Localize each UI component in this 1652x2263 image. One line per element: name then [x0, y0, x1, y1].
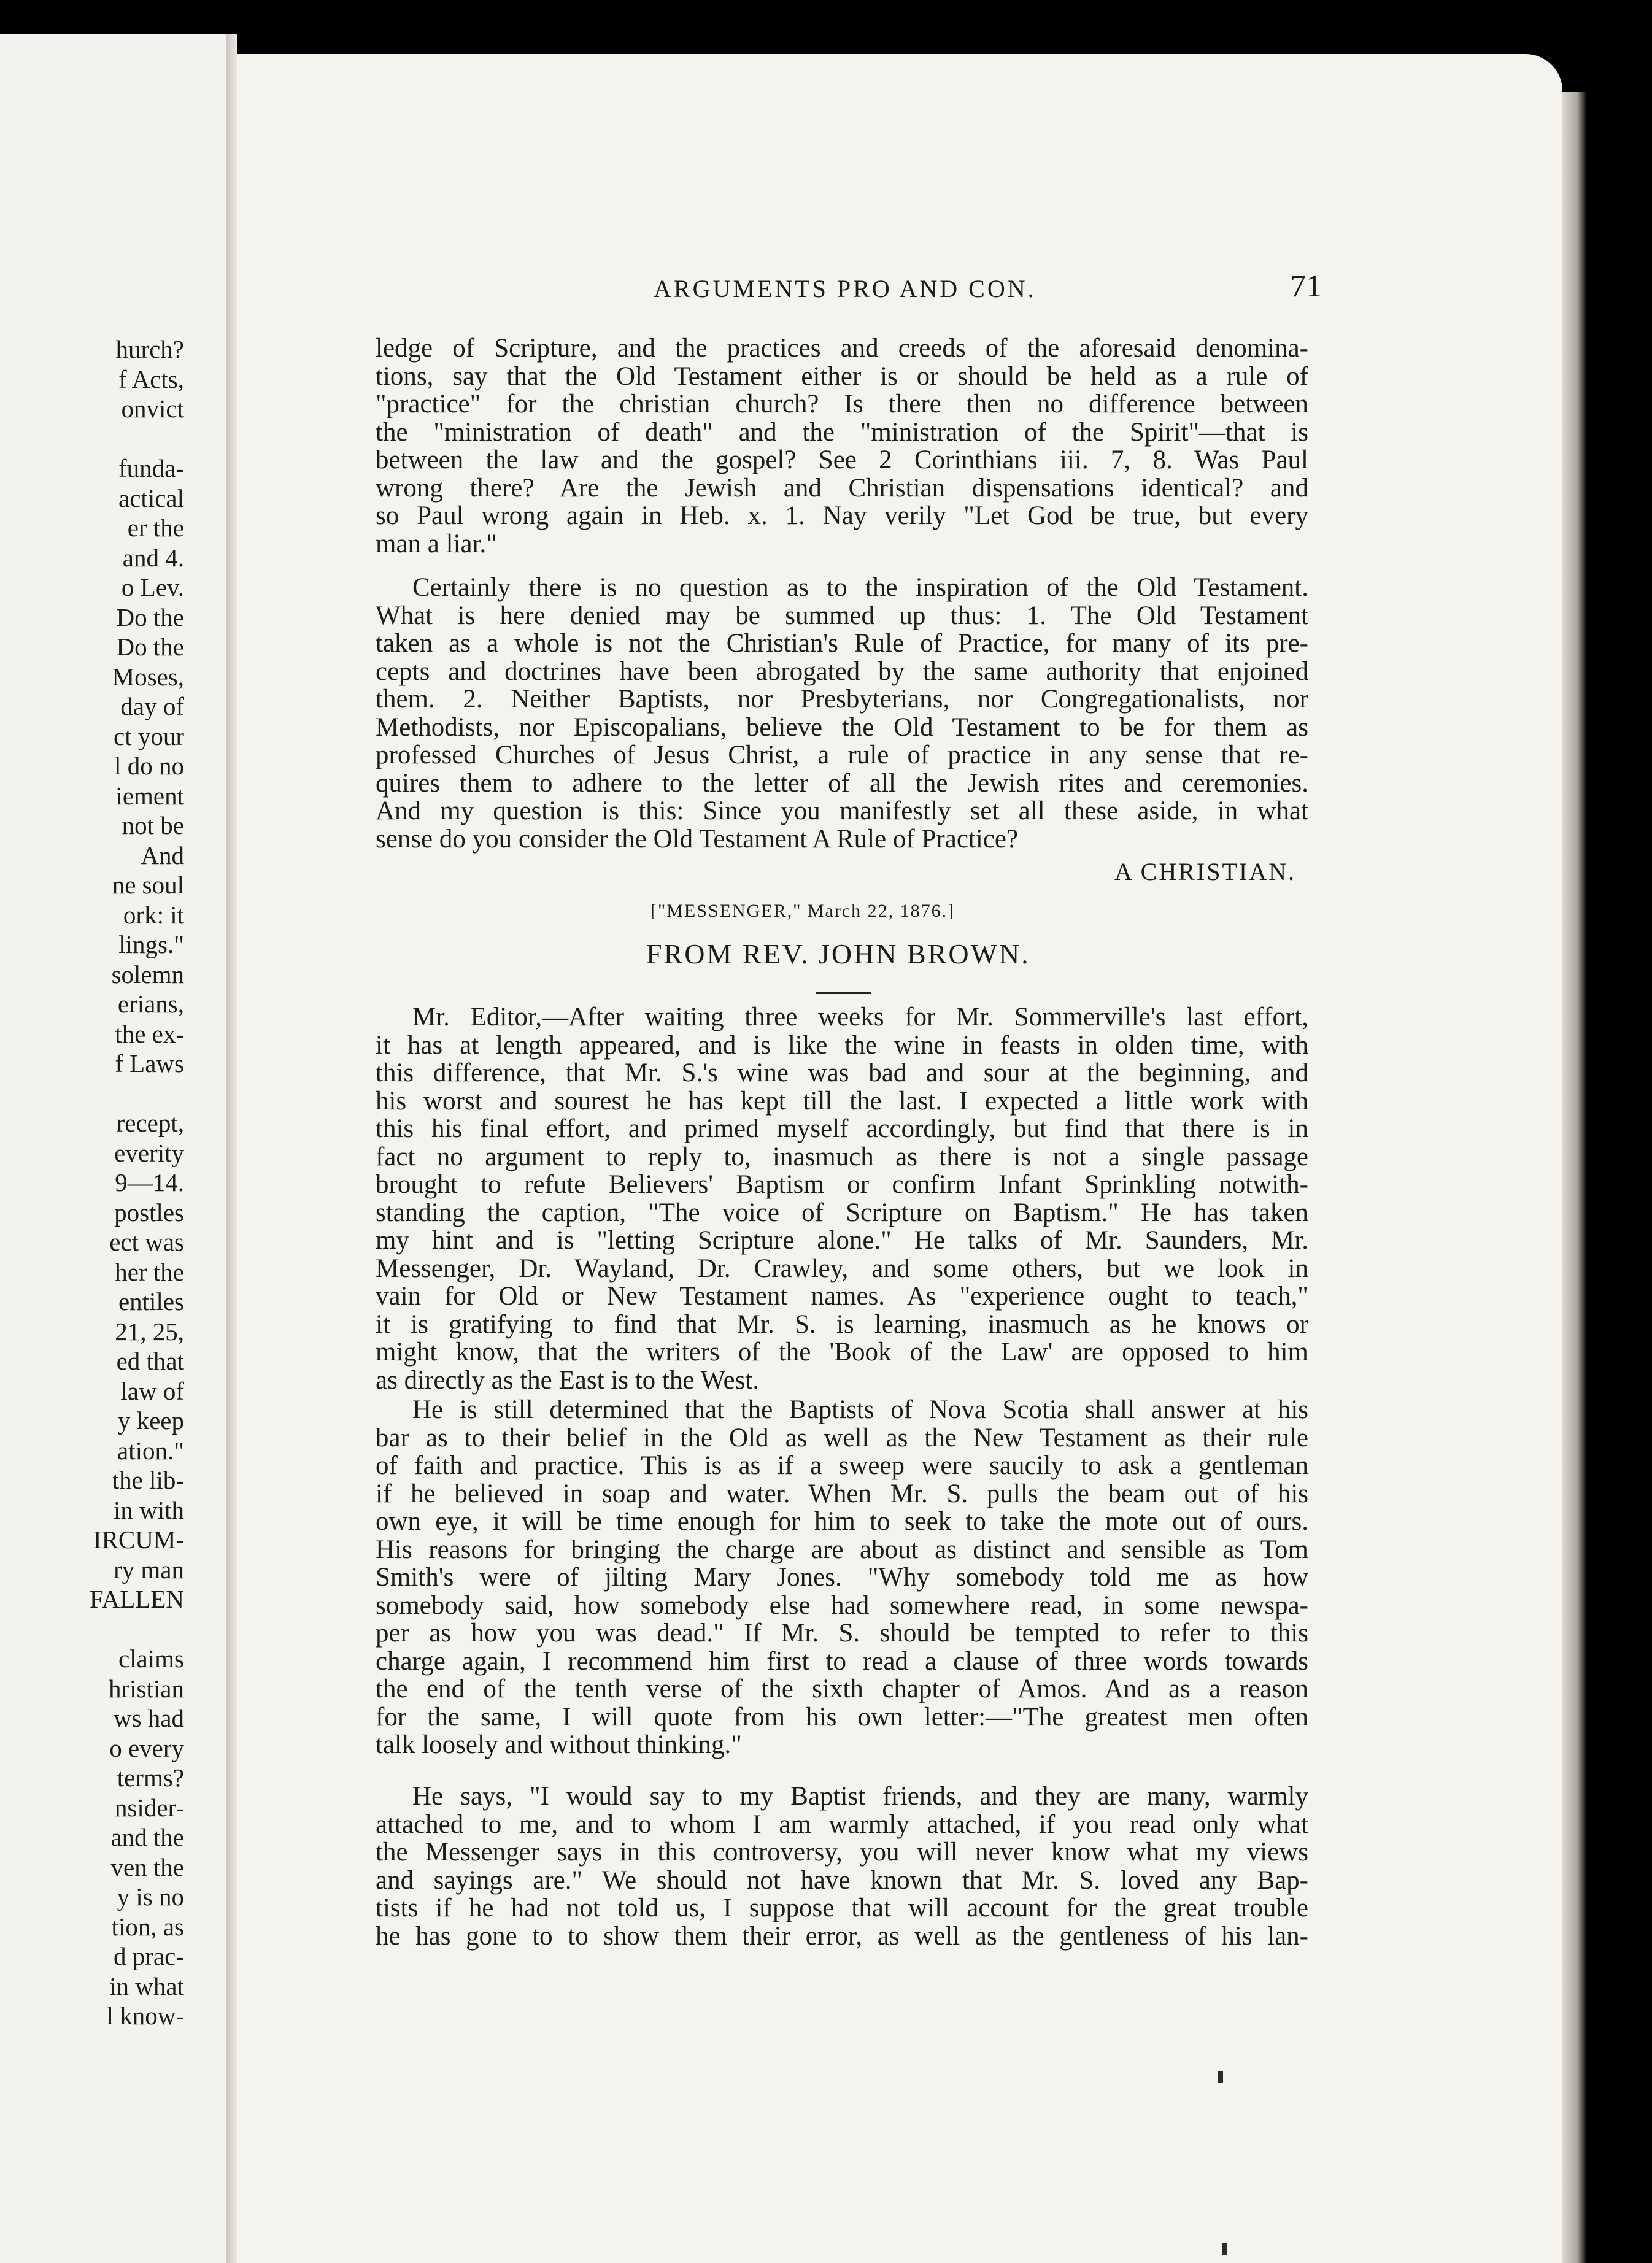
book-gutter	[226, 34, 237, 2263]
text-line: if he believed in soap and water. When Mr. S. pulls the beam out of his	[376, 1479, 1308, 1508]
text-line: bar as to their belief in the Old as well as the New Testament as their rule	[376, 1423, 1308, 1452]
left-fragment-line: Do the	[116, 633, 184, 661]
left-fragment-line: and 4.	[122, 543, 184, 572]
left-fragment-line: law of	[120, 1376, 184, 1405]
text-line: Methodists, nor Episcopalians, believe the Old Testament to be for them as	[376, 712, 1308, 742]
left-fragment-line: terms?	[117, 1764, 184, 1792]
left-fragment-line: hurch?	[115, 335, 184, 363]
left-fragment-line: f Laws	[115, 1049, 184, 1078]
text-line: them. 2. Neither Baptists, nor Presbyterians, nor Congregationalists, nor	[376, 685, 1308, 714]
left-fragment-line: o every	[109, 1733, 184, 1762]
left-fragment-line: FALLEN	[89, 1585, 184, 1613]
left-fragment-line: everity	[114, 1138, 184, 1167]
text-line: man a liar."	[376, 529, 497, 558]
text-line: brought to refute Believers' Baptism or confirm Infant Sprinkling notwith-	[376, 1170, 1308, 1199]
text-line: my hint and is "letting Scripture alone." He talks of Mr. Saunders, Mr.	[376, 1226, 1308, 1255]
text-line: his worst and sourest he has kept till the last. I expected a little work with	[376, 1086, 1308, 1116]
text-line: fact no argument to reply to, inasmuch as there is not a single passage	[376, 1142, 1308, 1171]
left-fragment-line: solemn	[111, 960, 184, 989]
source-line: ["MESSENGER," March 22, 1876.]	[650, 901, 955, 921]
left-fragment-line: o Lev.	[121, 573, 184, 601]
text-line: it has at length appeared, and is like the wine in feasts in olden time, with	[376, 1030, 1308, 1060]
text-line: per as how you was dead." If Mr. S. should be tempted to refer to this	[376, 1619, 1308, 1648]
running-head: ARGUMENTS PRO AND CON.	[654, 275, 1036, 303]
left-fragment-line: Do the	[116, 603, 184, 631]
left-fragment-line: the lib-	[112, 1466, 184, 1494]
left-fragment-line: And	[141, 841, 184, 869]
left-fragment-line: lings."	[118, 930, 184, 958]
paragraph-3	[376, 1003, 1308, 1394]
left-fragment-line: ry man	[114, 1555, 184, 1584]
left-fragment-line: claims	[118, 1644, 184, 1673]
left-fragment-line: nsider-	[114, 1793, 184, 1822]
text-line: the end of the tenth verse of the sixth chapter of Amos. And as a reason	[376, 1675, 1308, 1703]
left-fragment-line: IRCUM-	[93, 1525, 184, 1554]
left-fragment-line: ws had	[113, 1704, 184, 1732]
left-fragment-line: in with	[113, 1495, 184, 1524]
text-line: so Paul wrong again in Heb. x. 1. Nay verily "Let God be true, but every	[376, 501, 1308, 530]
text-line: He is still determined that the Baptists of Nova Scotia shall answer at his	[412, 1395, 1308, 1424]
text-line: tists if he had not told us, I suppose that will account for the great trouble	[376, 1894, 1308, 1922]
left-fragment-line: y is no	[117, 1883, 184, 1911]
text-line: the "ministration of death" and the "ministration of the Spirit"—that is	[376, 417, 1308, 447]
left-fragment-line: hristian	[109, 1674, 184, 1703]
text-line: this difference, that Mr. S.'s wine was bad and sour at the beginning, and	[376, 1058, 1308, 1087]
paragraph-4	[376, 1396, 1308, 1759]
left-fragment-line: y keep	[117, 1406, 184, 1435]
text-line: professed Churches of Jesus Christ, a rule of practice in any sense that re-	[376, 741, 1308, 769]
left-fragment-line: d prac-	[114, 1942, 184, 1970]
text-line: between the law and the gospel? See 2 Corinthians iii. 7, 8. Was Paul	[376, 445, 1308, 474]
text-line: vain for Old or New Testament names. As "experience ought to teach,"	[376, 1282, 1308, 1311]
text-line: as directly as the East is to the West.	[376, 1365, 760, 1395]
left-fragment-line: ed that	[116, 1347, 184, 1375]
paragraph-5	[376, 1783, 1308, 1950]
left-page-fragment	[0, 34, 226, 2263]
text-line: Mr. Editor,—After waiting three weeks for Mr. Sommerville's last effort,	[412, 1003, 1308, 1031]
text-line: And my question is this: Since you manifestly set all these aside, in what	[376, 796, 1308, 825]
text-line: wrong there? Are the Jewish and Christian dispensations identical? and	[376, 473, 1308, 503]
text-line: ledge of Scripture, and the practices and creeds of the aforesaid denomina-	[376, 334, 1308, 363]
text-line: for the same, I will quote from his own letter:—"The greatest men often	[376, 1702, 1308, 1732]
left-fragment-line: day of	[120, 692, 184, 720]
text-line: taken as a whole is not the Christian's Rule of Practice, for many of its pre-	[376, 629, 1308, 658]
text-line: this his final effort, and primed myself accordingly, but find that there is in	[376, 1114, 1308, 1143]
text-line: somebody said, how somebody else had somewhere read, in some newspa-	[376, 1590, 1308, 1620]
left-fragment-line: ation."	[117, 1436, 184, 1465]
left-fragment-line: ct your	[114, 722, 184, 750]
page-number: 71	[1290, 269, 1322, 304]
left-fragment-line: l know-	[106, 2002, 184, 2030]
title-rule	[816, 992, 871, 994]
left-fragment-line: 9—14.	[115, 1168, 184, 1197]
left-fragment-line: actical	[118, 484, 184, 512]
paragraph-2	[376, 574, 1308, 853]
left-fragment-line: 21, 25,	[115, 1317, 184, 1346]
left-fragment-line: erians,	[117, 990, 184, 1018]
left-fragment-line: recept,	[116, 1109, 184, 1137]
text-line: standing the caption, "The voice of Scripture on Baptism." He has taken	[376, 1198, 1308, 1227]
text-line: sense do you consider the Old Testament A Rule of Practice?	[376, 824, 1019, 854]
left-fragment-line: tion, as	[111, 1912, 184, 1941]
text-line: talk loosely and without thinking."	[376, 1730, 742, 1759]
page-mark	[1222, 2243, 1227, 2255]
left-fragment-line: postles	[114, 1198, 184, 1227]
left-fragment-line: l do no	[114, 752, 184, 780]
left-fragment-line: not be	[122, 811, 184, 839]
left-fragment-line: Moses,	[112, 662, 184, 691]
text-line: tions, say that the Old Testament either is or should be held as a rule of	[376, 361, 1308, 391]
left-fragment-line: in what	[109, 1972, 184, 2000]
text-line: charge again, I recommend him first to read a clause of three words towards	[376, 1646, 1308, 1676]
left-fragment-line: onvict	[121, 395, 184, 423]
text-line: Smith's were of jilting Mary Jones. "Why somebody told me as how	[376, 1563, 1308, 1592]
page-mark	[1218, 2071, 1223, 2083]
left-fragment-line: ect was	[109, 1228, 184, 1256]
text-line: own eye, it will be time enough for him to seek to take the mote out of ours.	[376, 1507, 1308, 1536]
text-line: "practice" for the christian church? Is there then no difference between	[376, 390, 1308, 418]
text-line: He says, "I would say to my Baptist friends, and they are many, warmly	[412, 1782, 1308, 1811]
text-line: he has gone to to show them their error, as well as the gentleness of his lan-	[376, 1921, 1308, 1951]
text-line: cepts and doctrines have been abrogated by the same authority that enjoined	[376, 657, 1308, 686]
left-fragment-line: ne soul	[112, 871, 184, 899]
left-fragment-line: funda-	[118, 454, 184, 482]
left-fragment-line: ven the	[110, 1852, 184, 1881]
text-line: it is gratifying to find that Mr. S. is learning, inasmuch as he knows or	[376, 1309, 1308, 1339]
left-fragment-line: the ex-	[115, 1019, 184, 1048]
page-edge	[1562, 92, 1587, 2263]
left-fragment-line: her the	[115, 1257, 184, 1286]
text-line: Messenger, Dr. Wayland, Dr. Crawley, and some others, but we look in	[376, 1254, 1308, 1283]
text-line: of faith and practice. This is as if a sweep were saucily to ask a gentleman	[376, 1451, 1308, 1480]
text-line: His reasons for bringing the charge are about as distinct and sensible as Tom	[376, 1535, 1308, 1564]
left-fragment-line: iement	[115, 781, 184, 810]
text-line: might know, that the writers of the 'Book of the Law' are opposed to him	[376, 1338, 1308, 1367]
signature: A CHRISTIAN.	[1114, 858, 1297, 885]
text-line: and sayings are." We should not have known that Mr. S. loved any Bap-	[376, 1865, 1308, 1895]
left-fragment-line: and the	[110, 1823, 184, 1851]
left-fragment-line: ork: it	[123, 900, 184, 929]
left-fragment-line: entiles	[118, 1287, 184, 1316]
text-line: What is here denied may be summed up thus: 1. The Old Testament	[376, 601, 1308, 630]
text-line: Certainly there is no question as to the inspiration of the Old Testament.	[412, 573, 1308, 602]
article-title: FROM REV. JOHN BROWN.	[646, 938, 1030, 970]
text-line: quires them to adhere to the letter of all the Jewish rites and ceremonies.	[376, 768, 1308, 798]
text-line: the Messenger says in this controversy, you will never know what my views	[376, 1838, 1308, 1867]
paragraph-1	[376, 334, 1308, 558]
left-fragment-line: er the	[127, 514, 184, 542]
left-fragment-line: f Acts,	[118, 364, 184, 393]
text-line: attached to me, and to whom I am warmly attached, if you read only what	[376, 1810, 1308, 1839]
